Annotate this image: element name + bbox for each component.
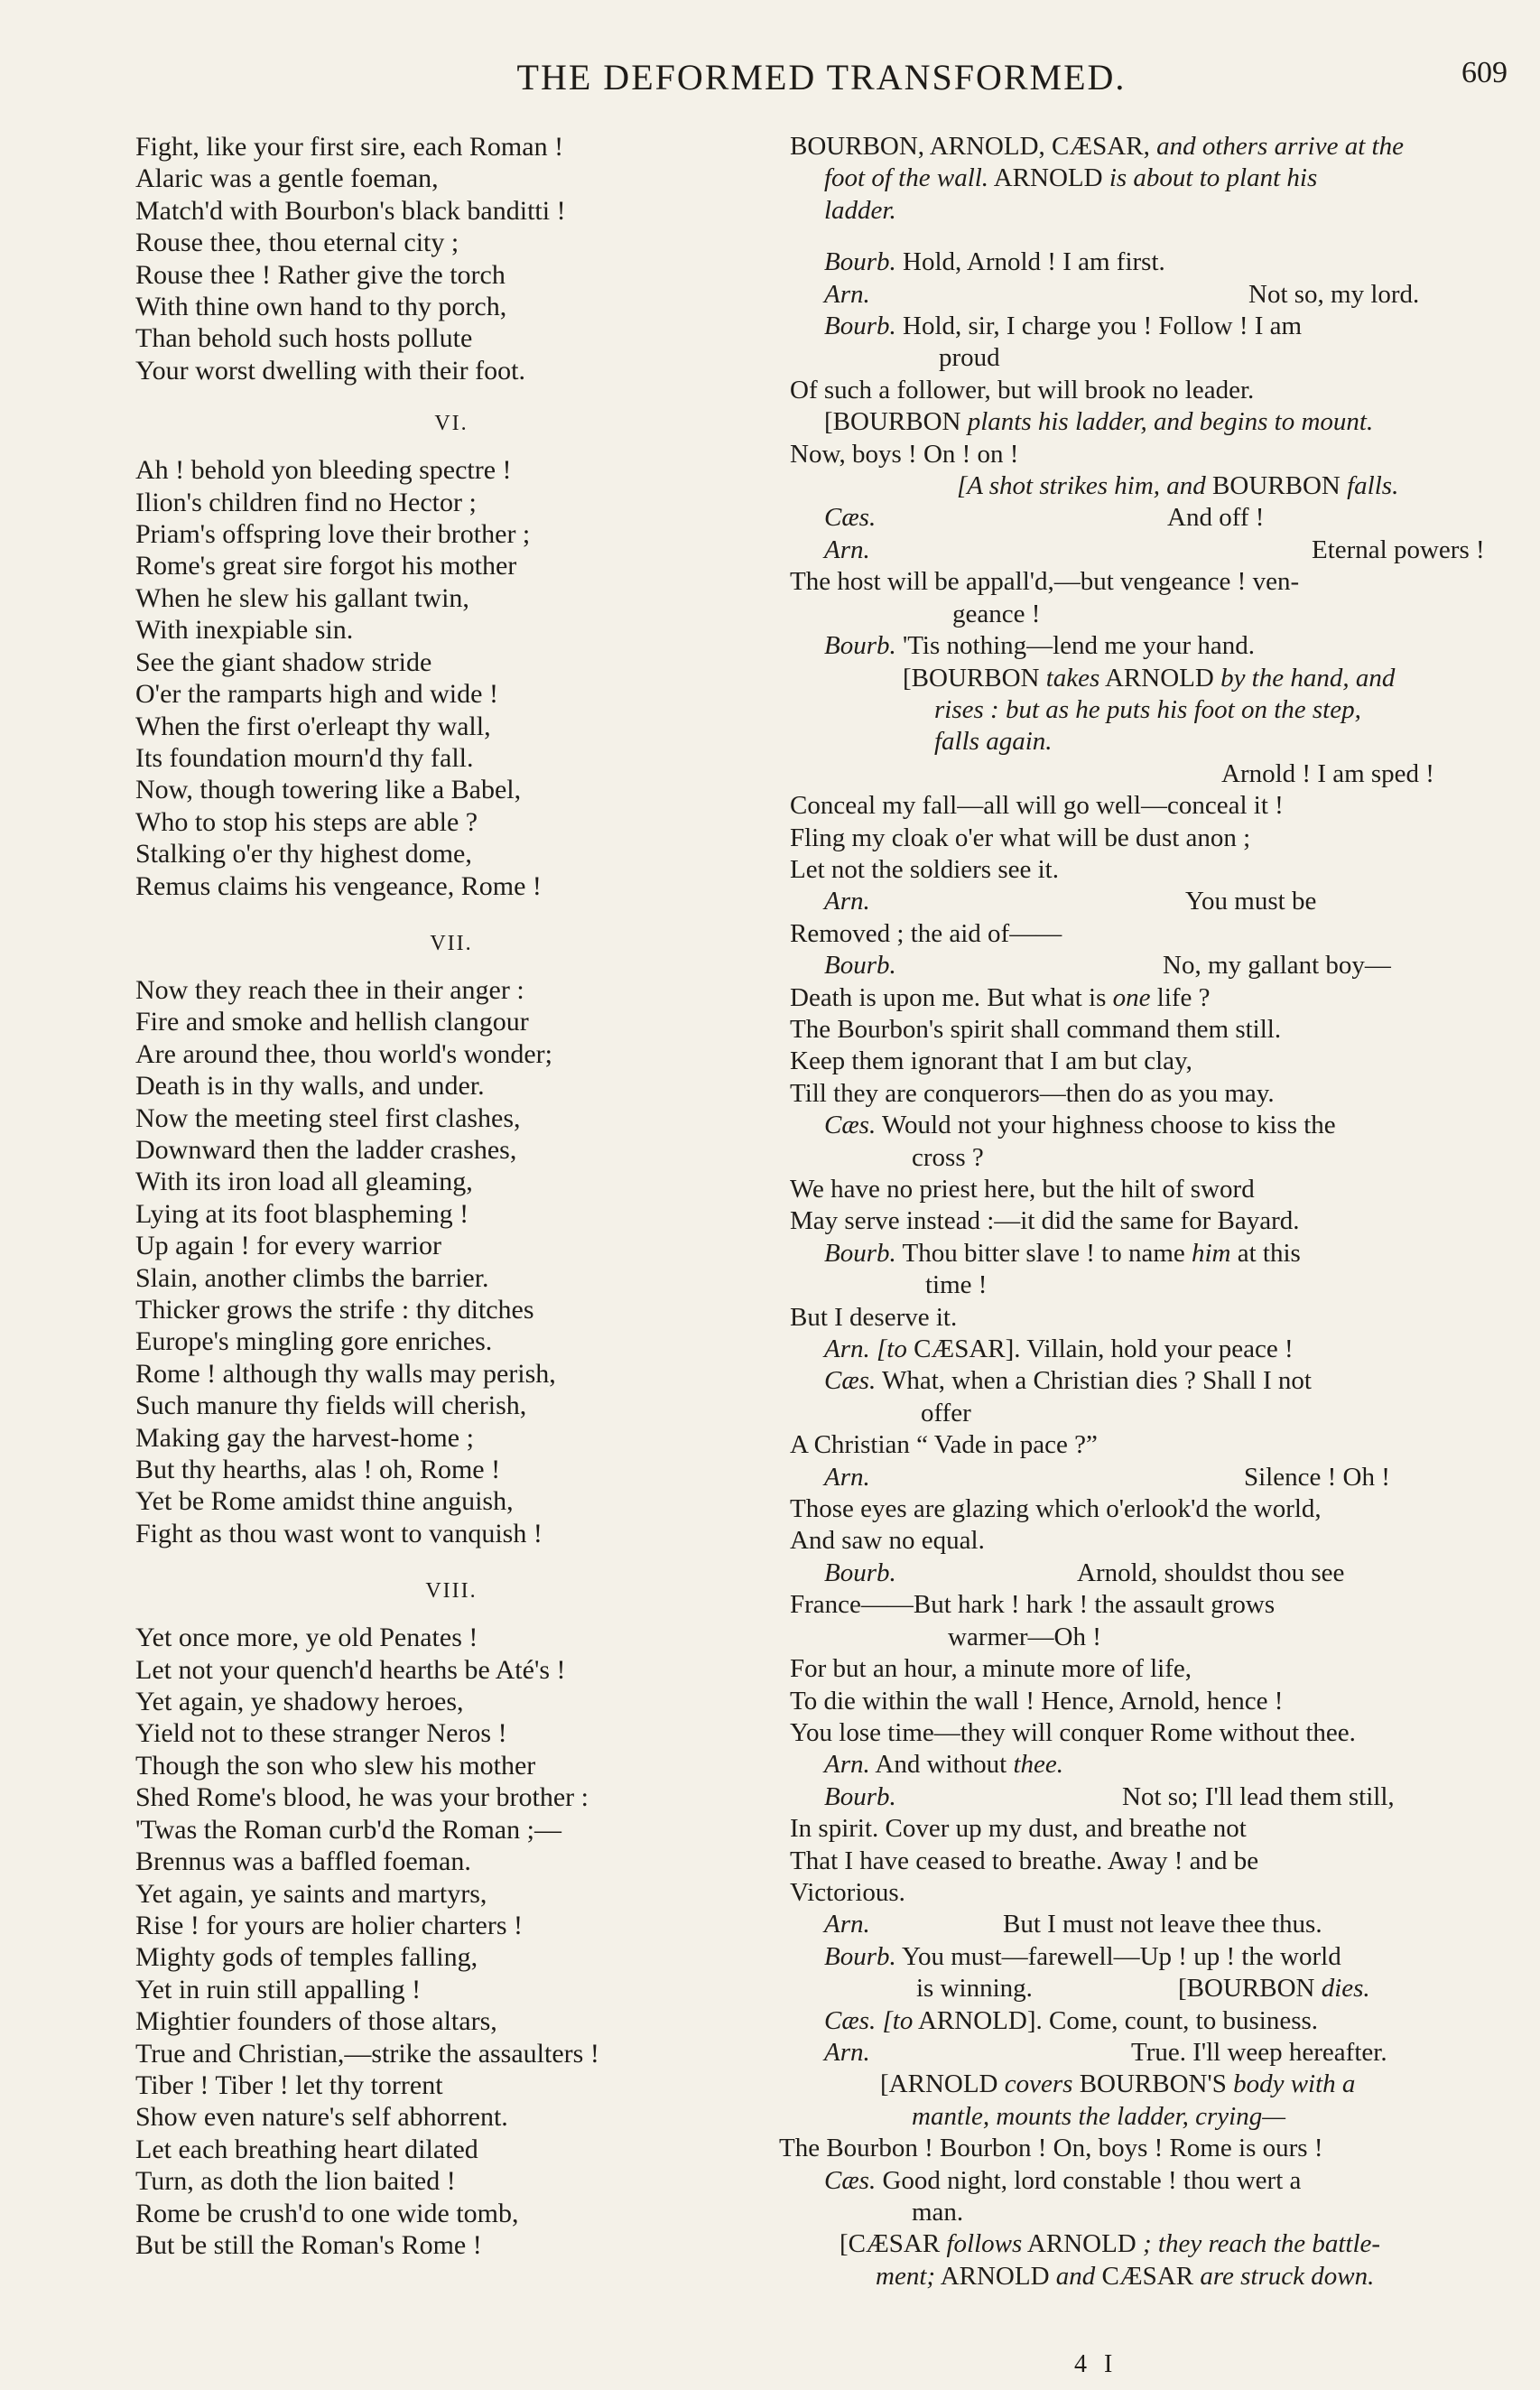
poem-line: Thicker grows the strife : thy ditches — [135, 1295, 534, 1325]
section-number-vii: VII. — [430, 931, 473, 955]
dialogue-line: Cæs. Would not your highness choose to kiss the — [824, 1111, 1336, 1140]
poem-line: Yet again, ye shadowy heroes, — [135, 1687, 464, 1717]
poem-line: Rome ! although thy walls may perish, — [135, 1358, 556, 1389]
poem-line: Your worst dwelling with their foot. — [135, 355, 525, 386]
dialogue-line: To die within the wall ! Hence, Arnold, hence ! — [790, 1686, 1284, 1716]
dialogue-line: Removed ; the aid of—— — [790, 918, 1062, 948]
poem-line: With inexpiable sin. — [135, 615, 354, 646]
stanza-viii — [135, 1622, 767, 2261]
poem-line: Fight as thou wast wont to vanquish ! — [135, 1518, 543, 1548]
poem-line: With thine own hand to thy porch, — [135, 292, 507, 322]
poem-line: Mightier founders of those altars, — [135, 2006, 497, 2037]
poem-line: Are around thee, thou world's wonder; — [135, 1038, 552, 1069]
dialogue-line: Arn. [to CÆSAR]. Villain, hold your peace ! — [824, 1334, 1294, 1364]
poem-line: Though the son who slew his mother — [135, 1750, 536, 1781]
signature-mark: 4 I — [1074, 2350, 1118, 2378]
dialogue-line: You lose time—they will conquer Rome without thee. — [790, 1717, 1356, 1747]
dialogue-line: Arn. But I must not leave thee thus. — [824, 1910, 1322, 1939]
dialogue-line: Of such a follower, but will brook no leader. — [790, 375, 1255, 405]
poem-line: Lying at its foot blaspheming ! — [135, 1198, 469, 1229]
dialogue-line: France——But hark ! hark ! the assault grows — [790, 1590, 1276, 1620]
poem-line: Match'd with Bourbon's black banditti ! — [135, 195, 566, 226]
dialogue-line: Those eyes are glazing which o'erlook'd the world, — [790, 1494, 1322, 1524]
poem-line: O'er the ramparts high and wide ! — [135, 679, 498, 710]
dialogue-line: geance ! — [952, 599, 1041, 628]
section-number-viii: VIII. — [425, 1579, 478, 1604]
dialogue-line: time ! — [925, 1270, 988, 1300]
poem-line: Now the meeting steel first clashes, — [135, 1102, 521, 1133]
poem-line: Its foundation mourn'd thy fall. — [135, 742, 474, 773]
dialogue-line: That I have ceased to breathe. Away ! and be — [790, 1846, 1259, 1875]
dialogue-line: For but an hour, a minute more of life, — [790, 1654, 1192, 1684]
dialogue-line: offer — [921, 1398, 971, 1427]
poem-line: Now, though towering like a Babel, — [135, 775, 522, 805]
dialogue-line: Cæs. Good night, lord constable ! thou wert a — [824, 2165, 1302, 2195]
poem-line: Let each breathing heart dilated — [135, 2134, 478, 2164]
poem-line: Now they reach thee in their anger : — [135, 974, 524, 1005]
dialogue-line: Arnold ! I am sped ! — [1221, 758, 1434, 788]
stage-direction: [BOURBON takes ARNOLD by the hand, and — [903, 663, 1396, 693]
dialogue-line: Arn. And without thee. — [824, 1750, 1064, 1780]
poem-line: Yield not to these stranger Neros ! — [135, 1718, 507, 1749]
poem-line: Slain, another climbs the barrier. — [135, 1262, 489, 1293]
dialogue-line: Arn. Silence ! Oh ! — [824, 1462, 1390, 1492]
poem-line: Up again ! for every warrior — [135, 1231, 442, 1261]
dialogue-line: Cæs. And off ! — [824, 503, 1265, 533]
dialogue-line: Bourb. No, my gallant boy— — [824, 951, 1391, 981]
poem-line: Fire and smoke and hellish clangour — [135, 1007, 529, 1037]
poem-line: When he slew his gallant twin, — [135, 582, 469, 613]
right-column — [779, 131, 1512, 2292]
poem-line: True and Christian,—strike the assaulters ! — [135, 2038, 599, 2069]
dialogue-line: cross ? — [912, 1142, 984, 1172]
poem-line: Let not your quench'd hearths be Até's ! — [135, 1654, 566, 1685]
stage-direction: [A shot strikes him, and BOURBON falls. — [957, 471, 1399, 501]
dialogue-line: But I deserve it. — [790, 1302, 958, 1332]
dialogue-line: man. — [912, 2198, 964, 2227]
dialogue-line: The Bourbon ! Bourbon ! On, boys ! Rome is ours ! — [779, 2134, 1323, 2163]
stage-direction: [ARNOLD covers BOURBON'S body with a — [880, 2069, 1356, 2099]
dialogue-line: Cæs. What, when a Christian dies ? Shall I not — [824, 1366, 1312, 1396]
stanza-v-end — [135, 131, 767, 386]
stage-direction: [CÆSAR follows ARNOLD ; they reach the battle- — [840, 2229, 1381, 2259]
stage-direction: mantle, mounts the ladder, crying— — [912, 2101, 1286, 2131]
dialogue-line: Cæs. [to ARNOLD]. Come, count, to business. — [824, 2005, 1319, 2035]
poem-line: Rome's great sire forgot his mother — [135, 551, 517, 581]
poem-line: Yet once more, ye old Penates ! — [135, 1623, 478, 1653]
dialogue-line: Arn. You must be — [824, 887, 1317, 916]
left-column — [135, 131, 767, 2261]
dialogue-line: Conceal my fall—all will go well—conceal it ! — [790, 791, 1284, 821]
dialogue-line: Bourb. Hold, sir, I charge you ! Follow ! I am — [824, 312, 1303, 341]
dialogue-line: The Bourbon's spirit shall command them still. — [790, 1014, 1282, 1044]
dialogue-line: Arn. Eternal powers ! — [824, 535, 1485, 564]
poem-line: Ilion's children find no Hector ; — [135, 487, 477, 517]
poem-line: Death is in thy walls, and under. — [135, 1071, 485, 1102]
poem-line: Alaric was a gentle foeman, — [135, 163, 439, 194]
stage-direction: falls again. — [934, 727, 1053, 757]
poem-line: Remus claims his vengeance, Rome ! — [135, 870, 542, 901]
poem-line: 'Twas the Roman curb'd the Roman ;— — [135, 1814, 561, 1845]
page-number: 609 — [1461, 56, 1508, 89]
dialogue-line: Let not the soldiers see it. — [790, 854, 1059, 884]
poem-line: Fight, like your first sire, each Roman ! — [135, 132, 564, 162]
poem-line: Than behold such hosts pollute — [135, 323, 473, 354]
poem-line: Europe's mingling gore enriches. — [135, 1326, 493, 1357]
dialogue-line: A Christian “ Vade in pace ?” — [790, 1430, 1098, 1460]
poem-line: But thy hearths, alas ! oh, Rome ! — [135, 1455, 501, 1485]
poem-line: When the first o'erleapt thy wall, — [135, 711, 491, 741]
poem-line: With its iron load all gleaming, — [135, 1167, 473, 1197]
dialogue-line: Now, boys ! On ! on ! — [790, 439, 1019, 469]
dialogue-line: Victorious. — [790, 1877, 905, 1907]
poem-line: See the giant shadow stride — [135, 646, 432, 677]
poem-line: Downward then the ladder crashes, — [135, 1134, 517, 1165]
stage-direction: rises : but as he puts his foot on the step, — [934, 694, 1361, 724]
poem-line: Such manure thy fields will cherish, — [135, 1390, 527, 1421]
page-header — [126, 56, 1517, 110]
poem-line: Mighty gods of temples falling, — [135, 1942, 478, 1973]
stage-direction: foot of the wall. ARNOLD is about to plant his — [824, 163, 1318, 193]
dialogue-line: The host will be appall'd,—but vengeance ! ven- — [790, 567, 1300, 597]
poem-line: Priam's offspring love their brother ; — [135, 519, 531, 550]
poem-line: Who to stop his steps are able ? — [135, 806, 478, 837]
stage-direction: [BOURBON plants his ladder, and begins to mount. — [824, 407, 1374, 437]
dialogue-line: Death is upon me. But what is one life ? — [790, 982, 1211, 1012]
dialogue-line: Bourb. You must—farewell—Up ! up ! the world — [824, 1941, 1341, 1971]
dialogue-line: warmer—Oh ! — [948, 1622, 1101, 1651]
stage-direction: BOURBON, ARNOLD, CÆSAR, and others arrive at the — [790, 132, 1404, 161]
stage-direction: ment; ARNOLD and CÆSAR are struck down. — [876, 2261, 1375, 2291]
poem-line: Rise ! for yours are holier charters ! — [135, 1910, 523, 1940]
stanza-vi — [135, 454, 767, 902]
poem-line: Show even nature's self abhorrent. — [135, 2102, 508, 2133]
dialogue-line: Till they are conquerors—then do as you may. — [790, 1078, 1275, 1108]
poem-line: Ah ! behold yon bleeding spectre ! — [135, 455, 512, 486]
dialogue-line: Bourb. 'Tis nothing—lend me your hand. — [824, 631, 1256, 661]
poem-line: Yet in ruin still appalling ! — [135, 1974, 422, 2004]
dialogue-line: Arn. True. I'll weep hereafter. — [824, 2037, 1387, 2067]
dialogue-line: Bourb. Arnold, shouldst thou see — [824, 1558, 1345, 1587]
dialogue-line: Fling my cloak o'er what will be dust anon ; — [790, 823, 1251, 852]
poem-line: Rome be crush'd to one wide tomb, — [135, 2198, 519, 2228]
poem-line: Tiber ! Tiber ! let thy torrent — [135, 2069, 443, 2100]
poem-line: Brennus was a baffled foeman. — [135, 1846, 471, 1877]
poem-line: Turn, as doth the lion baited ! — [135, 2166, 456, 2197]
dialogue-line: May serve instead :—it did the same for Bayard. — [790, 1206, 1300, 1236]
poem-line: Rouse thee, thou eternal city ; — [135, 228, 459, 258]
poem-line: Rouse thee ! Rather give the torch — [135, 259, 506, 290]
section-number-vi: VI. — [434, 412, 468, 436]
poem-line: Yet be Rome amidst thine anguish, — [135, 1486, 514, 1517]
stage-direction: ladder. — [824, 195, 896, 225]
running-title: THE DEFORMED TRANSFORMED. — [516, 57, 1127, 98]
dialogue-line: Keep them ignorant that I am but clay, — [790, 1046, 1192, 1076]
poem-line: Stalking o'er thy highest dome, — [135, 839, 472, 870]
dialogue-line: In spirit. Cover up my dust, and breathe not — [790, 1814, 1247, 1844]
dialogue-line: proud — [939, 343, 1000, 373]
dialogue-line: Bourb. Thou bitter slave ! to name him at this — [824, 1238, 1301, 1268]
dialogue-line: is winning. [BOURBON dies. — [916, 1974, 1370, 2004]
dialogue-line: Bourb. Hold, Arnold ! I am first. — [824, 247, 1165, 277]
stanza-vii — [135, 974, 767, 1549]
dialogue-line: We have no priest here, but the hilt of sword — [790, 1175, 1255, 1204]
poem-line: But be still the Roman's Rome ! — [135, 2229, 482, 2260]
dialogue-line: Bourb. Not so; I'll lead them still, — [824, 1781, 1395, 1811]
poem-line: Shed Rome's blood, he was your brother : — [135, 1782, 589, 1813]
dialogue-line: Arn. Not so, my lord. — [824, 279, 1420, 309]
poem-line: Making gay the harvest-home ; — [135, 1422, 474, 1453]
dialogue-line: And saw no equal. — [790, 1526, 985, 1556]
poem-line: Yet again, ye saints and martyrs, — [135, 1878, 487, 1909]
